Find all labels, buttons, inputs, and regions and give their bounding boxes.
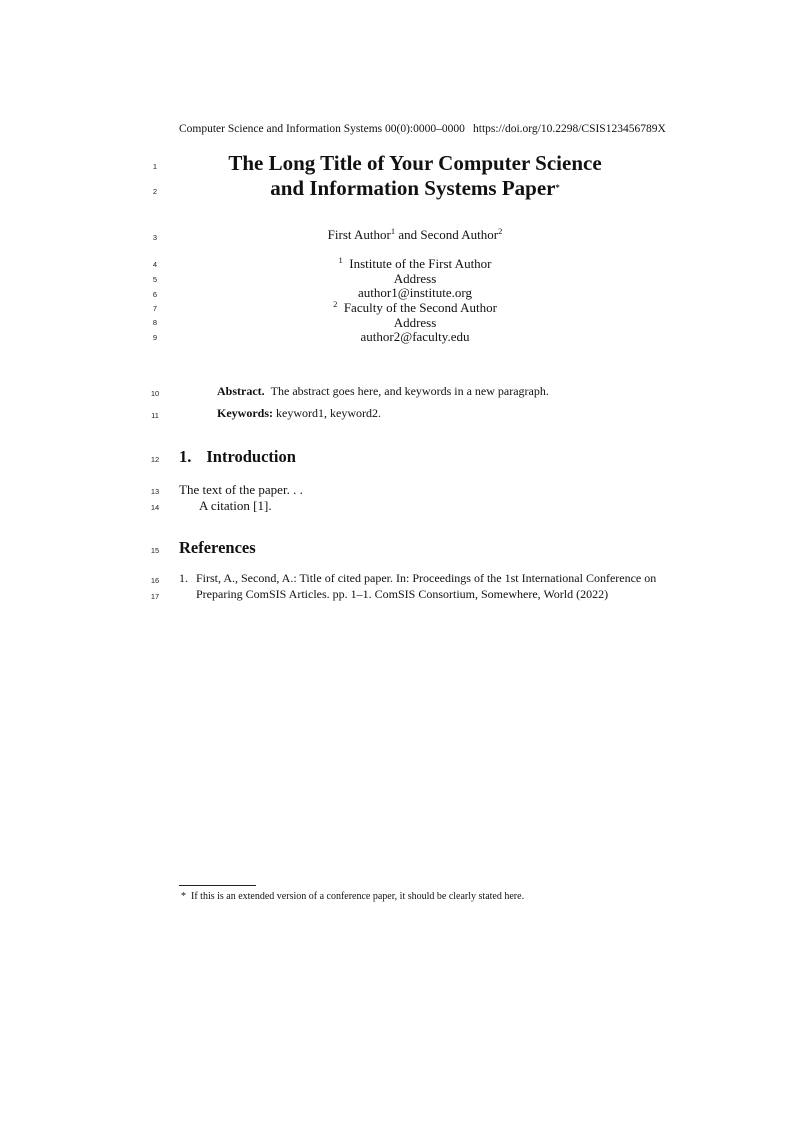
references-heading: References: [179, 538, 256, 557]
section-heading-introduction: [179, 447, 296, 467]
affiliation-2-email[interactable]: author2@faculty.edu: [360, 329, 470, 344]
title-text: and Information Systems Paper: [270, 176, 556, 200]
abstract: [217, 384, 549, 399]
intro-paragraph-1: The text of the paper. . .: [179, 482, 303, 497]
affiliation-1-name: [0, 256, 794, 272]
reference-line-2: Preparing ComSIS Articles. pp. 1–1. ComSIS Consortium, Somewhere, World (2022): [196, 587, 609, 601]
affiliation-1-email[interactable]: author1@institute.org: [358, 285, 472, 300]
affiliation-1-sup: 1: [338, 255, 343, 265]
footnote-rule: [179, 885, 256, 886]
section-number: 1.: [179, 447, 192, 466]
line-number: 7: [152, 304, 158, 313]
reference-number: 1.: [179, 571, 188, 585]
affiliation-1-address: Address: [393, 271, 437, 286]
line-number: 6: [152, 290, 158, 299]
line-number: 17: [150, 592, 160, 601]
journal-header: Computer Science and Information Systems 00(0):0000–0000: [179, 123, 465, 135]
line-number: 8: [152, 318, 158, 327]
line-number: 10: [150, 389, 160, 398]
abstract-text: The abstract goes here, and keywords in a new paragraph.: [270, 384, 549, 398]
affiliation-2-address: Address: [393, 315, 437, 330]
line-number: 4: [152, 260, 158, 269]
affiliation-2-sup: 2: [333, 299, 338, 309]
line-number: 13: [150, 487, 160, 496]
line-number: 2: [152, 187, 158, 196]
paper-title-line2: [0, 176, 794, 201]
abstract-label: Abstract.: [217, 384, 265, 398]
keywords-label: Keywords:: [217, 406, 273, 420]
author-second-sup: 2: [498, 226, 503, 236]
paper-title-line1: The Long Title of Your Computer Science: [228, 151, 602, 175]
line-number: 5: [152, 275, 158, 284]
footnote-text: If this is an extended version of a conference paper, it should be clearly stated here.: [191, 891, 525, 902]
keywords-text: keyword1, keyword2.: [276, 406, 381, 420]
doi-link[interactable]: https://doi.org/10.2298/CSIS123456789X: [473, 123, 666, 135]
author-conj: and: [395, 227, 421, 242]
line-number: 15: [150, 546, 160, 555]
reference-line-1: First, A., Second, A.: Title of cited paper. In: Proceedings of the 1st International Conference on: [196, 571, 657, 585]
author-list: [0, 227, 794, 243]
footnote: [181, 891, 524, 902]
section-title: Introduction: [206, 447, 296, 466]
line-number: 11: [151, 411, 159, 420]
line-number: 3: [152, 233, 158, 242]
affiliation-2-text: Faculty of the Second Author: [343, 300, 497, 315]
line-number: 16: [150, 576, 160, 585]
line-number: 9: [152, 333, 158, 342]
intro-paragraph-2: A citation [1].: [199, 498, 272, 513]
keywords: [217, 406, 381, 421]
author-first: First Author: [327, 227, 391, 242]
footnote-mark: *: [181, 891, 186, 902]
line-number: 1: [152, 162, 158, 171]
affiliation-1-text: Institute of the First Author: [349, 256, 492, 271]
affiliation-2-name: [0, 300, 794, 316]
author-first-sup: 1: [390, 226, 396, 236]
line-number: 12: [150, 455, 160, 464]
line-number: 14: [150, 503, 160, 512]
title-footnote-mark: *: [555, 182, 560, 192]
author-second: Second Author: [420, 227, 499, 242]
